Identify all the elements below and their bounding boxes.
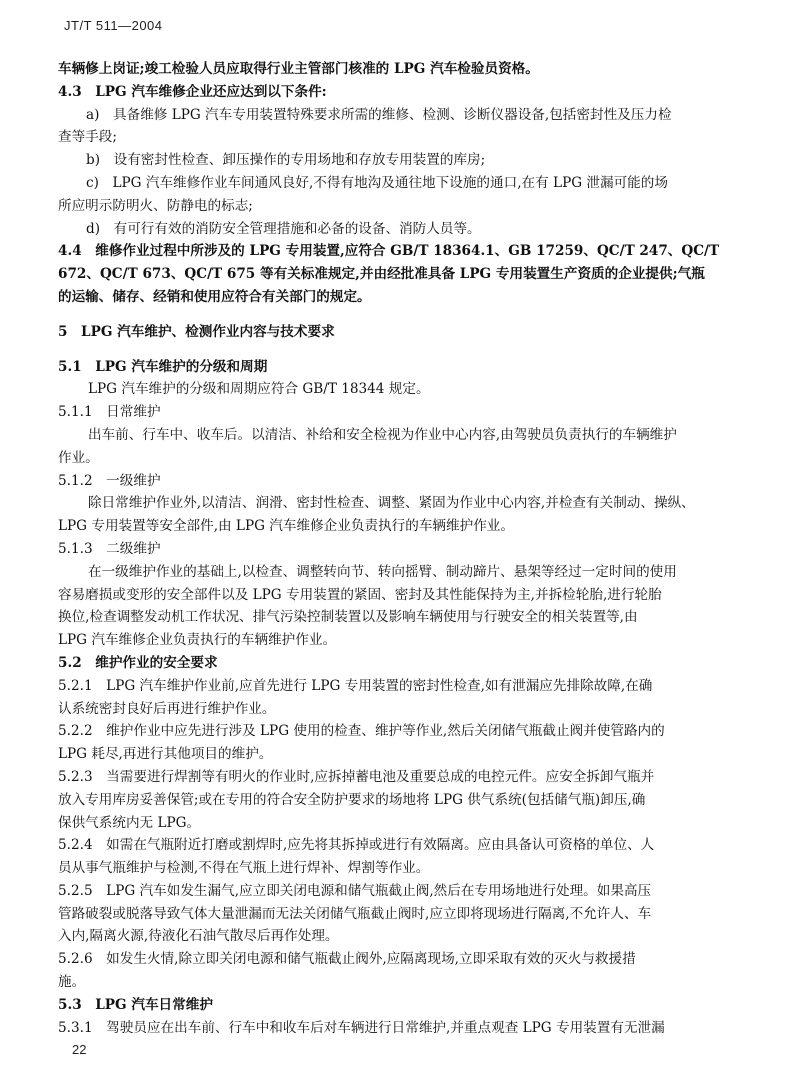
clause-5-2-2: 5.2.2 维护作业中应先进行涉及 LPG 使用的检查、维护等作业,然后关闭储气瓶截止阀并使管路内的: [58, 723, 665, 740]
text-line: 查等手段;: [58, 129, 117, 146]
clause-4-4: 4.4 维修作业过程中所涉及的 LPG 专用装置,应符合 GB/T 18364.1、GB 17259、QC/T 247、QC/T: [58, 243, 720, 260]
text-line: 所应明示防明火、防静电的标志;: [58, 197, 253, 214]
text-line: 出车前、行车中、收车后。以清洁、补给和安全检视为作业中心内容,由驾驶员负责执行的车辆维护: [88, 426, 677, 443]
body-text: [58, 58, 742, 1039]
text-line: 容易磨损或变形的安全部件以及 LPG 专用装置的紧固、密封及其性能保持为主,并拆检轮胎,进行轮胎: [58, 586, 662, 603]
text-line: 作业。: [58, 449, 99, 466]
text-line: 除日常维护作业外,以清洁、润滑、密封性检查、调整、紧固为作业中心内容,并检查有关制动、操纵、: [88, 495, 695, 512]
text-line: 换位,检查调整发动机工作状况、排气污染控制装置以及影响车辆使用与行驶安全的相关装置等,由: [58, 609, 638, 626]
clause-4-3-a: a) 具备维修 LPG 汽车专用装置特殊要求所需的维修、检测、诊断仪器设备,包括密封性及压力检: [86, 106, 672, 123]
text-line: 保供气系统内无 LPG。: [58, 814, 201, 831]
text-line: 672、QC/T 673、QC/T 675 等有关标准规定,并由经批准具备 LPG 专用装置生产资质的企业提供;气瓶: [58, 266, 705, 283]
text-line: 管路破裂或脱落导致气体大量泄漏而无法关闭储气瓶截止阀时,应立即将现场进行隔离,不允许人、车: [58, 905, 652, 922]
text-line: 车辆修上岗证;竣工检验人员应取得行业主管部门核准的 LPG 汽车检验员资格。: [58, 61, 539, 77]
text-line: 的运输、储存、经销和使用应符合有关部门的规定。: [58, 288, 371, 305]
section-5-2-heading: 5.2 维护作业的安全要求: [58, 654, 218, 671]
text-line: 认系统密封良好后再进行维护作业。: [58, 700, 276, 717]
section-5-heading: 5 LPG 汽车维护、检测作业内容与技术要求: [58, 323, 335, 340]
clause-5-2-4: 5.2.4 如需在气瓶附近打磨或割焊时,应先将其拆掉或进行有效隔离。应由具备认可资格的单位、人: [58, 837, 655, 854]
text-line: 入内,隔离火源,待液化石油气散尽后再作处理。: [58, 928, 339, 945]
page-number: 22: [72, 1042, 87, 1057]
clause-5-3-1: 5.3.1 驾驶员应在出车前、行车中和收车后对车辆进行日常维护,并重点观查 LPG 专用装置有无泄漏: [58, 1019, 665, 1036]
section-5-1-3-heading: 5.1.3 二级维护: [58, 540, 161, 557]
clause-5-2-5: 5.2.5 LPG 汽车如发生漏气,应立即关闭电源和储气瓶截止阀,然后在专用场地进行处理。如果高压: [58, 882, 652, 899]
clause-5-2-6: 5.2.6 如发生火情,除立即关闭电源和储气瓶截止阀外,应隔离现场,立即采取有效的灭火与救援措: [58, 951, 636, 968]
clause-4-3-heading: 4.3 LPG 汽车维修企业还应达到以下条件:: [58, 83, 327, 100]
section-5-1-1-heading: 5.1.1 日常维护: [58, 404, 161, 421]
clause-5-2-3: 5.2.3 当需要进行焊割等有明火的作业时,应拆掉蓄电池及重要总成的电控元件。应安全拆卸气瓶并: [58, 768, 655, 785]
text-line: LPG 耗尽,再进行其他项目的维护。: [58, 746, 273, 763]
text-line: 放入专用库房妥善保管;或在专用的符合安全防护要求的场地将 LPG 供气系统(包括储气瓶)卸压,确: [58, 791, 646, 808]
section-5-1-heading: 5.1 LPG 汽车维护的分级和周期: [58, 358, 268, 375]
text-line: 施。: [58, 974, 86, 991]
text-line: LPG 专用装置等安全部件,由 LPG 汽车维修企业负责执行的车辆维护作业。: [58, 518, 514, 535]
clause-5-2-1: 5.2.1 LPG 汽车维护作业前,应首先进行 LPG 专用装置的密封性检查,如有泄漏应先排除故障,在确: [58, 677, 653, 694]
standard-number: JT/T 511—2004: [64, 18, 163, 33]
section-5-1-2-heading: 5.1.2 一级维护: [58, 472, 161, 489]
section-5-3-heading: 5.3 LPG 汽车日常维护: [58, 996, 213, 1013]
text-line: LPG 汽车维修企业负责执行的车辆维护作业。: [58, 632, 337, 649]
clause-4-3-b: b) 设有密封性检查、卸压操作的专用场地和存放专用装置的库房;: [86, 152, 486, 169]
text-line: 员从事气瓶维护与检测,不得在气瓶上进行焊补、焊割等作业。: [58, 860, 430, 877]
clause-4-3-c: c) LPG 汽车维修作业车间通风良好,不得有地沟及通往地下设施的通口,在有 LPG 泄漏可能的场: [86, 174, 668, 191]
text-line: LPG 汽车维护的分级和周期应符合 GB/T 18344 规定。: [88, 381, 430, 398]
clause-4-3-d: d) 有可行有效的消防安全管理措施和必备的设备、消防人员等。: [86, 220, 481, 237]
text-line: 在一级维护作业的基础上,以检查、调整转向节、转向摇臂、制动蹄片、悬架等经过一定时间的使用: [88, 563, 677, 580]
